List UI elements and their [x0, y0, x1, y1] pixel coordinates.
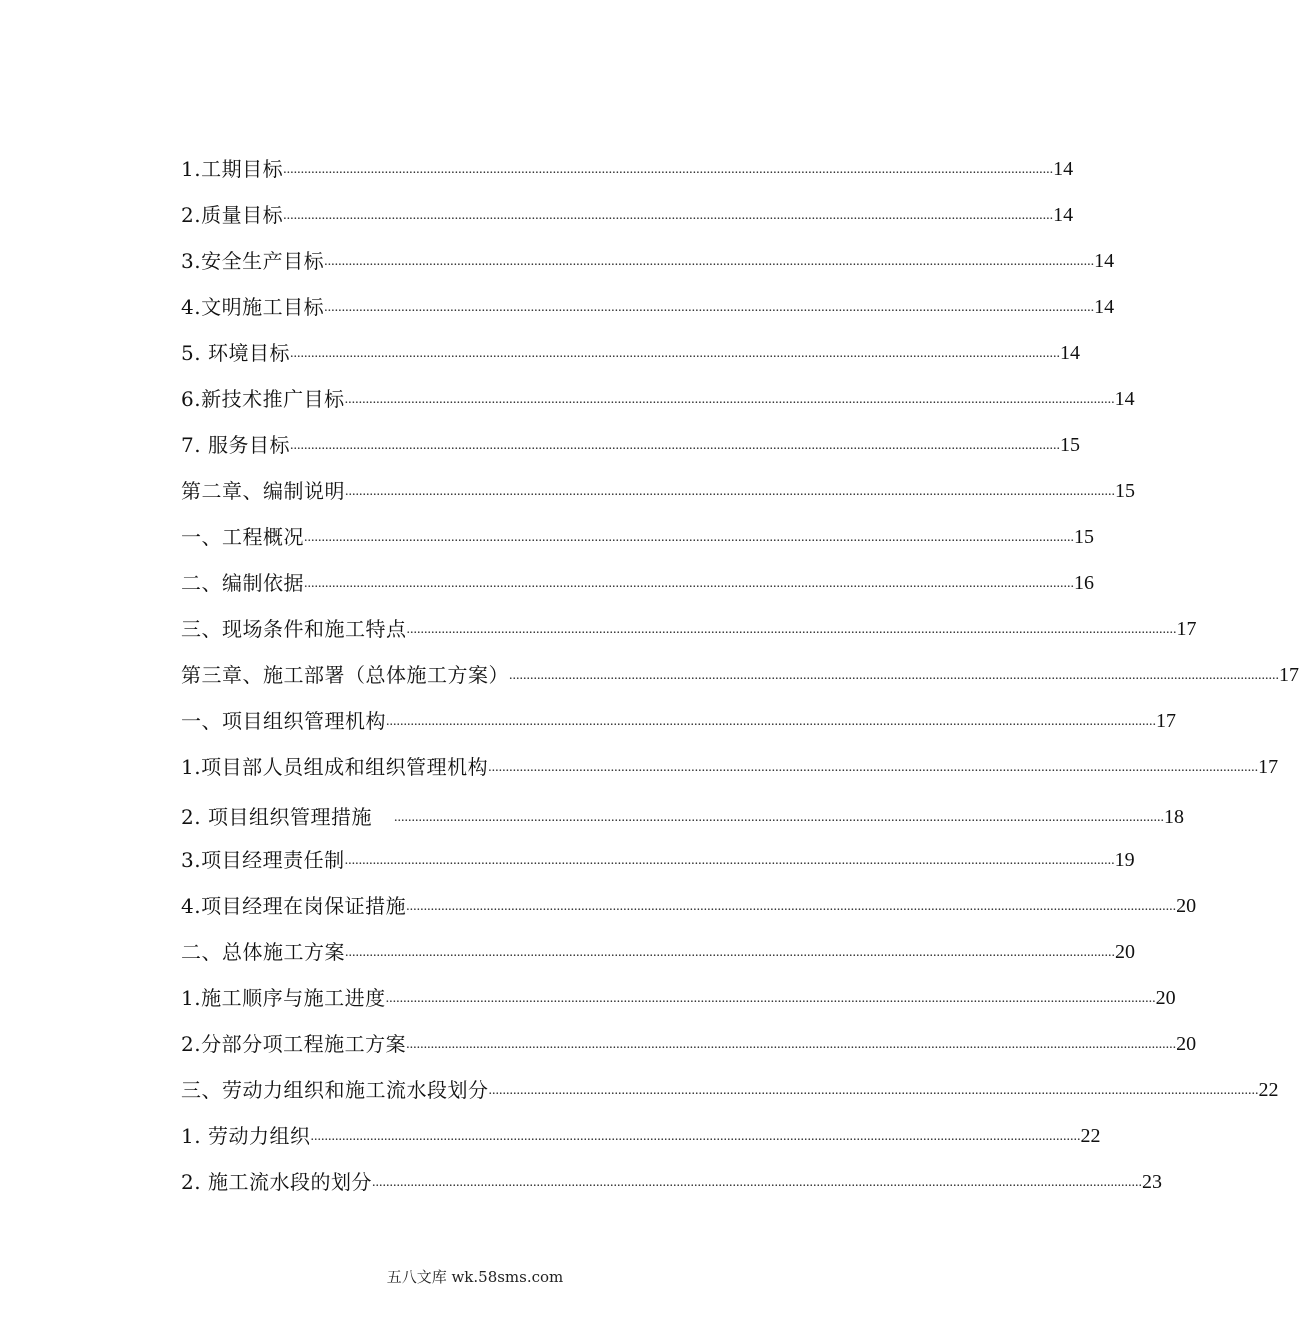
toc-dot-leader: ............................................................................................................................................................................................................................: [289, 346, 1060, 361]
toc-entry-page: 14: [1059, 342, 1080, 364]
toc-dot-leader: ............................................................................................................................................................................................................................: [289, 438, 1060, 453]
toc-entry-page: 20: [1176, 1033, 1197, 1055]
toc-entry-title: 6.新技术推广目标: [181, 387, 345, 411]
toc-entry-page: 14: [1114, 388, 1135, 410]
toc-entry-page: 20: [1176, 895, 1197, 917]
toc-dot-leader: ............................................................................................................................................................................................................................: [393, 810, 1164, 825]
toc-entry-page: 23: [1141, 1171, 1162, 1193]
toc-entry-title: 2.分部分项工程施工方案: [181, 1032, 407, 1056]
toc-entry-title: 2.质量目标: [181, 203, 284, 227]
toc-entry[interactable]: [181, 660, 1299, 688]
toc-entry-page: 15: [1115, 480, 1135, 502]
toc-entry-title: 1.项目部人员组成和组织管理机构: [181, 755, 489, 779]
toc-dot-leader: ............................................................................................................................................................................................................................: [385, 991, 1156, 1006]
toc-entry[interactable]: [181, 802, 1184, 830]
toc-dot-leader: ............................................................................................................................................................................................................................: [324, 300, 1095, 315]
toc-entry-title: 1. 劳动力组织: [181, 1124, 311, 1148]
toc-dot-leader: ............................................................................................................................................................................................................................: [310, 1129, 1081, 1144]
toc-entry-title: 4.文明施工目标: [181, 295, 325, 319]
toc-dot-leader: ............................................................................................................................................................................................................................: [283, 208, 1054, 223]
toc-entry[interactable]: [181, 338, 1080, 366]
toc-entry[interactable]: [181, 292, 1115, 320]
toc-entry-title: 三、现场条件和施工特点: [181, 617, 407, 641]
toc-dot-leader: ............................................................................................................................................................................................................................: [386, 714, 1156, 729]
toc-dot-leader: ............................................................................................................................................................................................................................: [344, 392, 1115, 407]
toc-entry-title: 第三章、施工部署（总体施工方案）: [181, 663, 509, 687]
toc-entry[interactable]: [181, 706, 1176, 734]
toc-entry[interactable]: [181, 1029, 1197, 1057]
toc-entry-page: 16: [1074, 572, 1094, 594]
toc-dot-leader: ............................................................................................................................................................................................................................: [406, 899, 1177, 914]
toc-entry-title: 一、工程概况: [181, 525, 304, 549]
toc-entry-title: 1.施工顺序与施工进度: [181, 986, 386, 1010]
toc-entry-title: 3.项目经理责任制: [181, 848, 345, 872]
toc-entry-page: 22: [1258, 1079, 1279, 1101]
toc-entry[interactable]: [181, 476, 1135, 504]
toc-entry-page: 22: [1080, 1125, 1101, 1147]
toc-entry[interactable]: [181, 1121, 1101, 1149]
toc-dot-leader: ............................................................................................................................................................................................................................: [283, 162, 1054, 177]
toc-entry[interactable]: [181, 1167, 1162, 1195]
toc-dot-leader: ............................................................................................................................................................................................................................: [304, 576, 1074, 591]
toc-entry-page: 15: [1059, 434, 1080, 456]
toc-entry-title: 5. 环境目标: [181, 341, 290, 365]
toc-dot-leader: ............................................................................................................................................................................................................................: [345, 484, 1115, 499]
toc-entry-title: 1.工期目标: [181, 157, 284, 181]
toc-entry-title: 3.安全生产目标: [181, 249, 325, 273]
toc-entry[interactable]: [181, 614, 1197, 642]
toc-entry-title: 7. 服务目标: [181, 433, 290, 457]
toc-entry[interactable]: [181, 752, 1279, 780]
toc-entry-page: 14: [1094, 250, 1115, 272]
toc-entry-page: 17: [1279, 664, 1299, 686]
toc-entry-page: 20: [1115, 941, 1135, 963]
toc-entry[interactable]: [181, 937, 1135, 965]
toc-entry-page: 15: [1074, 526, 1094, 548]
toc-entry[interactable]: [181, 200, 1074, 228]
toc-entry[interactable]: [181, 983, 1176, 1011]
toc-entry[interactable]: [181, 384, 1135, 412]
toc-entry-title: 二、总体施工方案: [181, 940, 345, 964]
toc-dot-leader: ............................................................................................................................................................................................................................: [406, 622, 1177, 637]
toc-dot-leader: ............................................................................................................................................................................................................................: [371, 1175, 1142, 1190]
toc-entry[interactable]: [181, 1075, 1279, 1103]
toc-entry-page: 20: [1155, 987, 1176, 1009]
toc-entry-page: 18: [1163, 806, 1184, 828]
toc-entry-title: 2. 项目组织管理措施: [181, 805, 372, 829]
toc-dot-leader: ............................................................................................................................................................................................................................: [304, 530, 1074, 545]
toc-entry[interactable]: [181, 430, 1080, 458]
toc-entry-page: 14: [1094, 296, 1115, 318]
toc-entry[interactable]: [181, 568, 1094, 596]
toc-entry[interactable]: [181, 891, 1197, 919]
toc-entry-page: 17: [1156, 710, 1176, 732]
toc-entry[interactable]: [181, 154, 1074, 182]
toc-entry-page: 17: [1258, 756, 1279, 778]
toc-entry[interactable]: [181, 246, 1115, 274]
toc-entry-page: 14: [1053, 204, 1074, 226]
toc-entry-title: 一、项目组织管理机构: [181, 709, 386, 733]
toc-entry-page: 19: [1114, 849, 1135, 871]
toc-entry[interactable]: [181, 845, 1135, 873]
toc-entry[interactable]: [181, 522, 1094, 550]
toc-entry-title: 三、劳动力组织和施工流水段划分: [181, 1078, 489, 1102]
toc-dot-leader: ............................................................................................................................................................................................................................: [324, 254, 1095, 269]
toc-entry-title: 第二章、编制说明: [181, 479, 345, 503]
toc-entry-title: 4.项目经理在岗保证措施: [181, 894, 407, 918]
toc-entry-page: 17: [1176, 618, 1197, 640]
toc-dot-leader: ............................................................................................................................................................................................................................: [488, 760, 1259, 775]
toc-entry-page: 14: [1053, 158, 1074, 180]
toc-dot-leader: ............................................................................................................................................................................................................................: [344, 853, 1115, 868]
toc-entry-title: 2. 施工流水段的划分: [181, 1170, 372, 1194]
toc-dot-leader: ............................................................................................................................................................................................................................: [509, 668, 1279, 683]
footer-watermark: 五八文库 wk.58sms.com: [386, 1268, 564, 1286]
toc-dot-leader: ............................................................................................................................................................................................................................: [488, 1083, 1259, 1098]
toc-entry-title: 二、编制依据: [181, 571, 304, 595]
toc-dot-leader: ............................................................................................................................................................................................................................: [345, 945, 1115, 960]
toc-dot-leader: ............................................................................................................................................................................................................................: [406, 1037, 1177, 1052]
